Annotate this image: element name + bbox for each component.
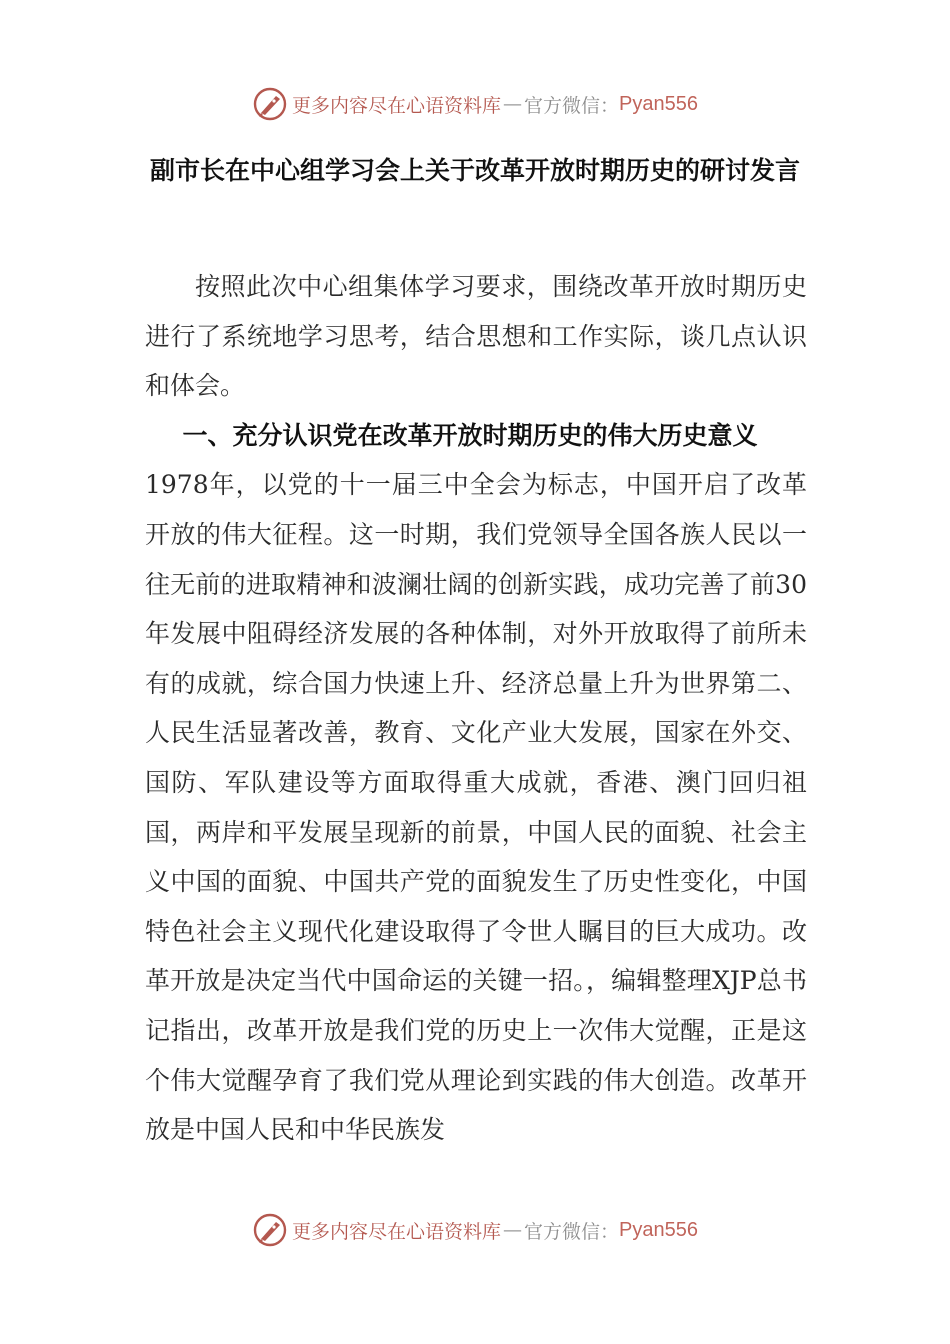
intro-paragraph: 按照此次中心组集体学习要求，围绕改革开放时期历史进行了系统地学习思考，结合思想和工作实际，谈几点认识和体会。 [145, 272, 807, 401]
header-banner [0, 84, 950, 124]
section-heading: 一、充分认识党在改革开放时期历史的伟大历史意义 [182, 420, 758, 450]
banner-separator: — [503, 93, 523, 115]
banner-wechat-label: 官方微信： [524, 1220, 620, 1243]
section-paragraph: 1978年，以党的十一届三中全会为标志，中国开启了改革开放的伟大征程。这一时期，我们党领导全国各族人民以一往无前的进取精神和波澜壮阔的创新实践，成功完善了前30年发展中阻碍经济发展的各种体制，对外开放取得了前所未有的成就，综合国力快速上升、经济总量上升为世界第二、人民生活显著改善，教育、文化产业大发展，国家在外交、国防、军队建设等方面取得重大成就，香港、澳门回归祖国，两岸和平发展呈现新的前景，中国人民的面貌、社会主义中国的面貌、中国共产党的面貌发生了历史性变化，中国特色社会主义现代化建设取得了令世人瞩目的巨大成功。改革开放是决定当代中国命运的关键一招。，编辑整理XJP总书记指出，改革开放是我们党的历史上一次伟大觉醒，正是这个伟大觉醒孕育了我们党从理论到实践的伟大创造。改革开放是中国人民和中华民族发 [145, 470, 807, 1145]
document-body [145, 262, 807, 1155]
banner-main-text: 更多内容尽在心语资料库 [292, 1220, 502, 1243]
pen-nib-icon [252, 1212, 288, 1248]
banner-wechat-label: 官方微信： [524, 94, 620, 117]
pen-nib-icon [252, 86, 288, 122]
banner-separator: — [503, 1219, 523, 1241]
document-title: 副市长在中心组学习会上关于改革开放时期历史的研讨发言 [149, 156, 800, 185]
banner-wechat-id: Pyan556 [619, 1218, 698, 1241]
footer-banner [0, 1210, 950, 1250]
banner-main-text: 更多内容尽在心语资料库 [292, 94, 502, 117]
banner-wechat-id: Pyan556 [619, 92, 698, 115]
